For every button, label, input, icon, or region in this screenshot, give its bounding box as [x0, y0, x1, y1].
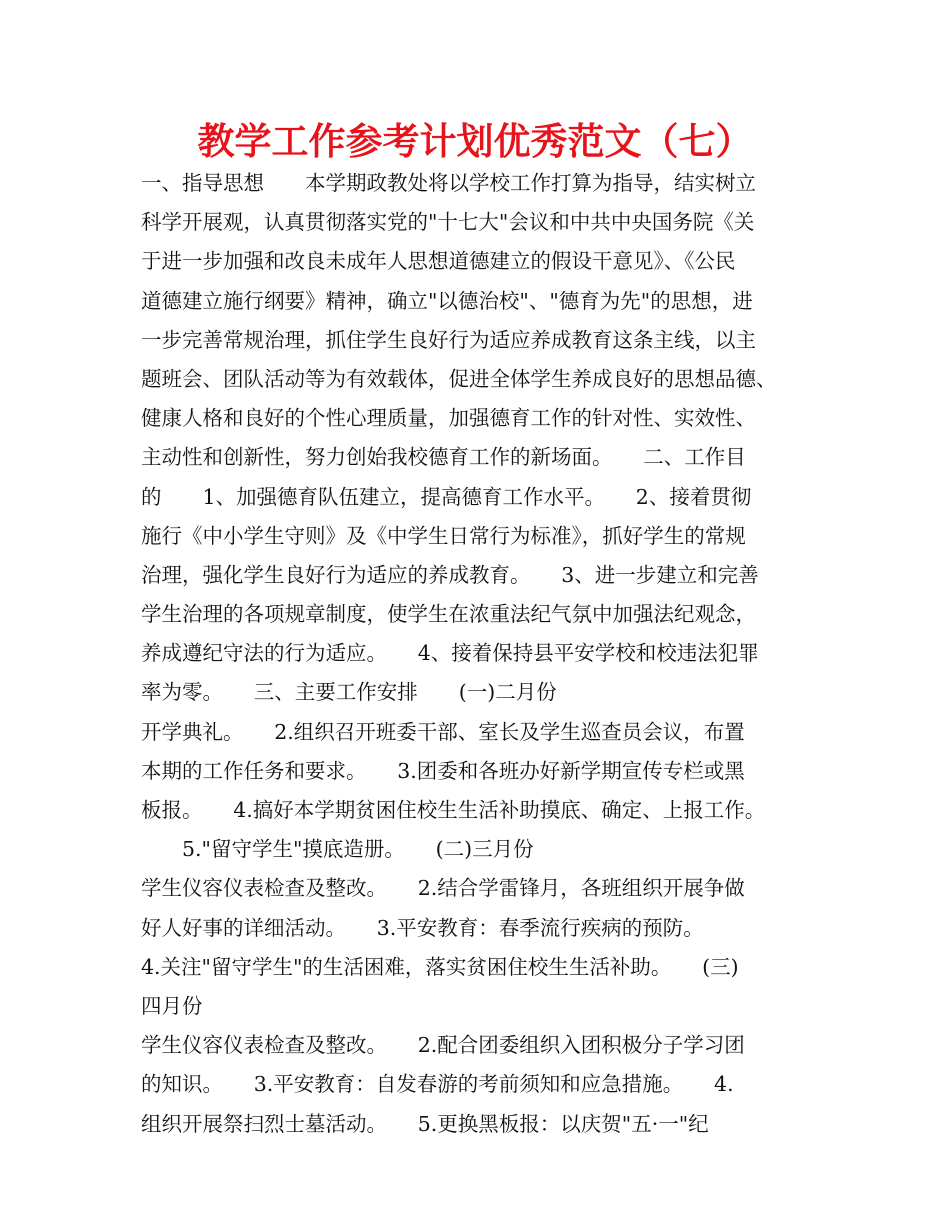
text-line: 学生治理的各项规章制度，使学生在浓重法纪气氛中加强法纪观念，	[141, 602, 756, 627]
text-line: 健康人格和良好的个性心理质量，加强德育工作的针对性、实效性、	[141, 406, 756, 431]
text-line: 科学开展观，认真贯彻落实党的"十七大"会议和中共中央国务院《关	[141, 210, 755, 235]
text-line: 好人好事的详细活动。 3.平安教育：春季流行疾病的预防。	[141, 915, 704, 940]
text-line: 的知识。 3.平安教育：自发春游的考前须知和应急措施。 4.	[141, 1072, 734, 1097]
text-line: 组织开展祭扫烈士墓活动。 5.更换黑板报：以庆贺"五·一"纪	[141, 1111, 709, 1136]
text-line: 学生仪容仪表检查及整改。 2.结合学雷锋月，各班组织开展争做	[141, 876, 745, 901]
text-line: 板报。 4.搞好本学期贫困住校生生活补助摸底、确定、上报工作。	[141, 798, 766, 822]
text-line: 施行《中小学生守则》及《中学生日常行为标准》，抓好学生的常规	[141, 523, 746, 548]
text-line: 一、指导思想 本学期政教处将以学校工作打算为指导，结实树立	[141, 171, 756, 195]
text-line: 主动性和创新性，努力创始我校德育工作的新场面。 二、工作目	[141, 445, 746, 470]
text-line: 四月份	[141, 993, 203, 1018]
text-line: 4.关注"留守学生"的生活困难，落实贫困住校生生活补助。 (三)	[141, 954, 739, 979]
text-line: 养成遵纪守法的行为适应。 4、接着保持县平安学校和校违法犯罪	[141, 641, 759, 666]
text-line: 率为零。 三、主要工作安排 (一)二月份	[141, 680, 557, 705]
text-line: 本期的工作任务和要求。 3.团委和各班办好新学期宣传专栏或黑	[141, 758, 745, 783]
text-line: 道德建立施行纲要》精神，确立"以德治校"、"德育为先"的思想，进	[141, 288, 753, 313]
text-line: 一步完善常规治理，抓住学生良好行为适应养成教育这条主线，以主	[141, 327, 756, 352]
text-line: 治理，强化学生良好行为适应的养成教育。 3、进一步建立和完善	[141, 562, 759, 587]
text-line: 于进一步加强和改良未成年人思想道德建立的假设干意见》、《公民	[141, 249, 736, 274]
text-line: 的 1、加强德育队伍建立，提高德育工作水平。 2、接着贯彻	[141, 484, 752, 509]
text-line: 学生仪容仪表检查及整改。 2.配合团委组织入团积极分子学习团	[141, 1033, 745, 1058]
document-body	[141, 164, 831, 1144]
document-title: 教学工作参考计划优秀范文（七）	[197, 120, 753, 163]
text-line: 题班会、团队活动等为有效载体，促进全体学生养成良好的思想品德、	[141, 366, 777, 391]
text-line: 开学典礼。 2.组织召开班委干部、室长及学生巡查员会议，布置	[141, 719, 745, 744]
text-line: 5."留守学生"摸底造册。 (二)三月份	[141, 837, 534, 862]
